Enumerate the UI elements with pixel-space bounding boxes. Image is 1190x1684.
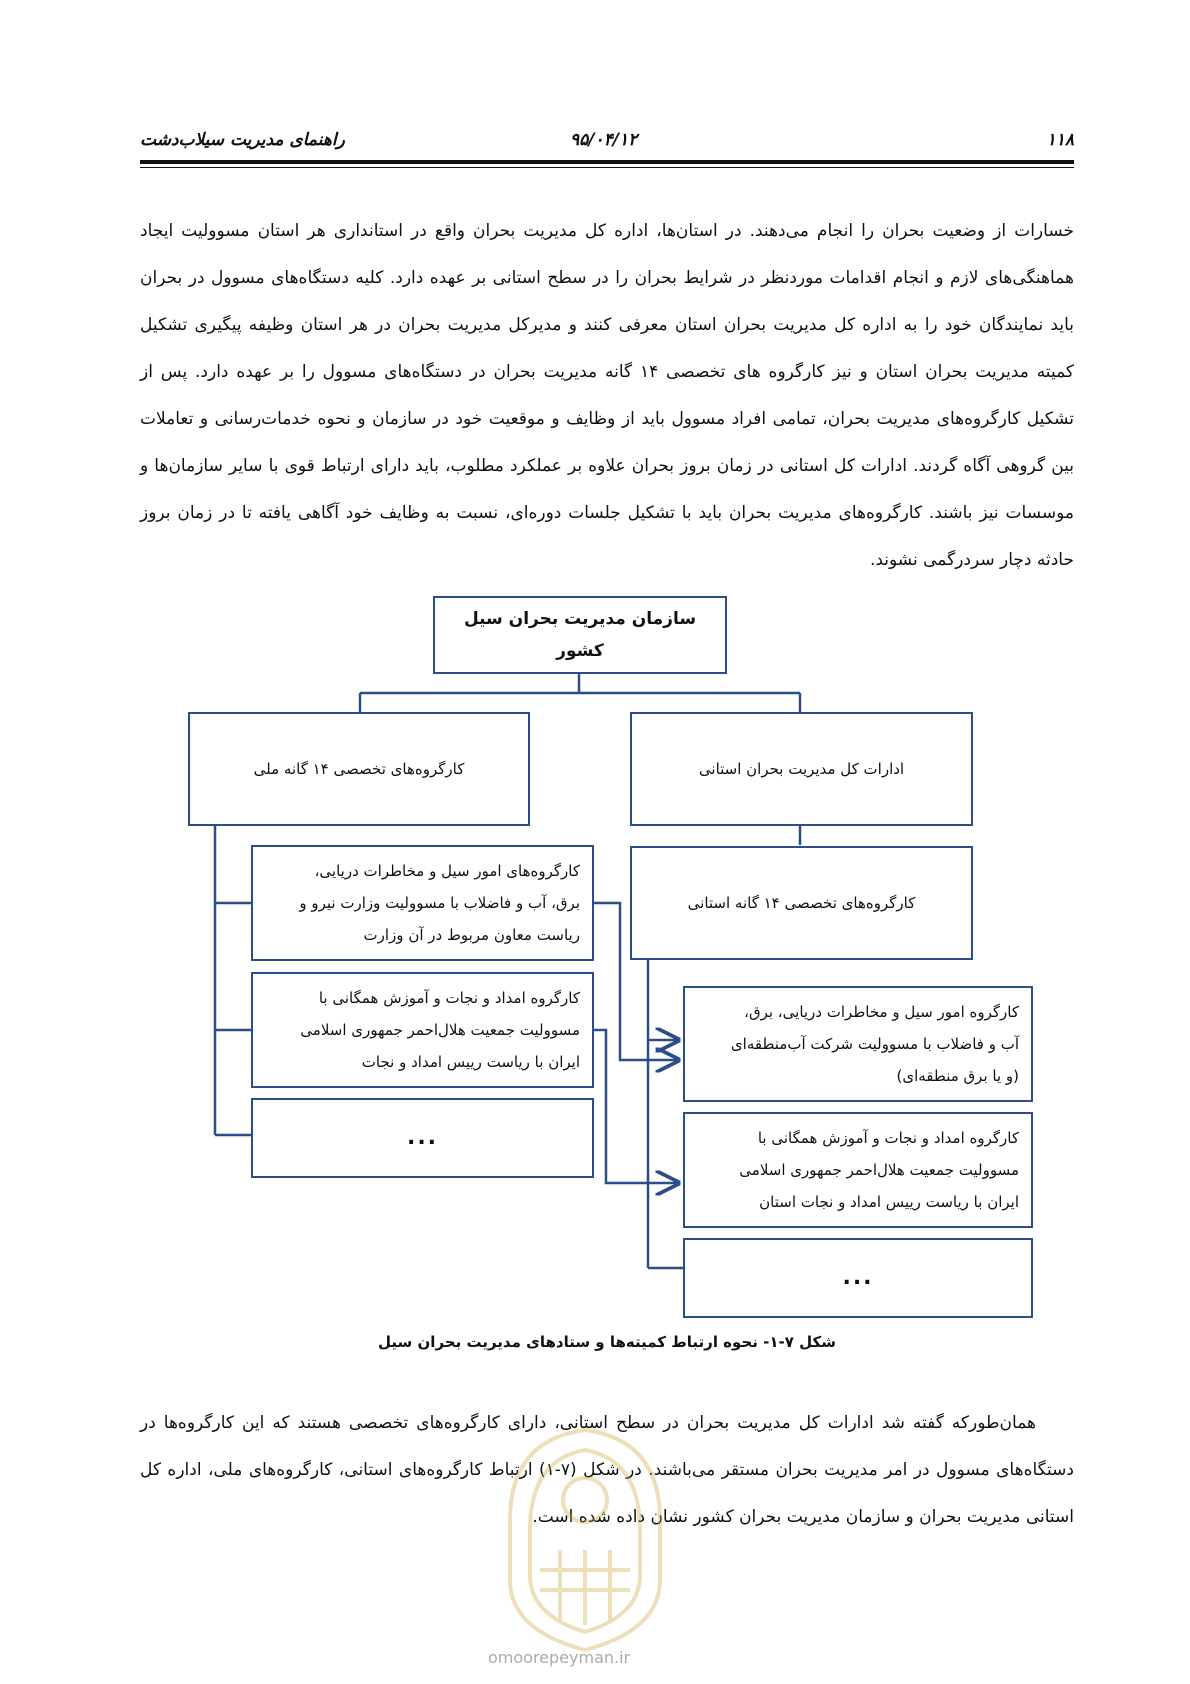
provincial-item-3 (683, 1238, 1033, 1318)
provincial-office-label: ادارات کل مدیریت بحران استانی (698, 760, 905, 778)
header-date: ۹۵/۰۴/۱۲ (570, 130, 638, 150)
page-number: ۱۱۸ (1046, 130, 1074, 150)
seal-logo-icon (470, 1400, 700, 1660)
provincial-item-1-line-3: (و یا برق منطقه‌ای) (896, 1067, 1019, 1085)
root-box (433, 596, 727, 674)
national-item-2-line-1: کارگروه امداد و نجات و آموزش همگانی با (318, 989, 580, 1007)
national-item-1-line-3: ریاست معاون مربوط در آن وزارت (363, 926, 580, 944)
provincial-groups-label: کارگروه‌های تخصصی ۱۴ گانه استانی (687, 894, 916, 912)
national-item-1-line-1: کارگروه‌های امور سیل و مخاطرات دریایی، (314, 862, 580, 880)
provincial-item-2-line-1: کارگروه امداد و نجات و آموزش همگانی با (757, 1129, 1019, 1147)
body-paragraph-2: همان‌طورکه گفته شد ادارات کل مدیریت بحران در سطح استانی، دارای کارگروه‌های تخصصی هستند که این کارگروه‌ها در دستگاه‌های مسوول در امر مدیریت بحران مستقر می‌باشند. در شکل (۷-۱) ارتباط کارگروه‌های استانی، کارگروه‌های ملی، اداره کل استانی مدیریت بحران و سازمان مدیریت بحران کشور نشان داده شده است. (140, 1413, 1074, 1527)
provincial-item-2 (683, 1112, 1033, 1228)
national-item-1-line-2: برق، آب و فاضلاب با مسوولیت وزارت نیرو و (299, 894, 580, 912)
provincial-item-2-line-3: ایران با ریاست رییس امداد و نجات استان (759, 1193, 1019, 1211)
national-item-3 (251, 1098, 594, 1178)
provincial-item-2-line-2: مسوولیت جمعیت هلال‌احمر جمهوری اسلامی (739, 1161, 1019, 1179)
arrow-national2-to-provincial2 (592, 1030, 678, 1183)
watermark-url: omoorepeyman.ir (488, 1648, 631, 1667)
provincial-item-1-line-2: آب و فاضلاب با مسوولیت شرکت آب‌منطقه‌ای (730, 1035, 1019, 1053)
body-paragraph-1: خسارات از وضعیت بحران را انجام می‌دهند. در استان‌ها، اداره کل مدیریت بحران واقع در استانداری هر استان مسوولیت ایجاد هماهنگی‌های لازم و انجام اقدامات موردنظر در شرایط بحران را در سطح استانی بر عهده دارد. کلیه دستگاه‌های مسوول در بحران باید نمایندگان خود را به اداره کل مدیریت بحران استان معرفی کنند و مدیرکل مدیریت بحران در هر استان وظیفه پیگیری تشکیل کمیته مدیریت بحران استان و نیز کارگروه های تخصصی ۱۴ گانه مدیریت بحران در دستگاه‌های مسوول را بر عهده دارد. پس از تشکیل کارگروه‌های مدیریت بحران، تمامی افراد مسوول باید از وظایف و موقعیت خود در سازمان و نحوه خدمات‌رسانی و تعاملات بین گروهی آگاه گردند. ادارات کل استانی در زمان بروز بحران علاوه بر عملکرد مطلوب، باید دارای ارتباط قوی با سایر سازمان‌ها و موسسات نیز باشند. کارگروه‌های مدیریت بحران باید با تشکیل جلسات دوره‌ای، نسبت به وظایف خود آگاهی یافته تا در زمان بروز حادثه دچار سردرگمی نشوند. (140, 221, 1074, 570)
national-item-2-line-2: مسوولیت جمعیت هلال‌احمر جمهوری اسلامی (300, 1021, 580, 1039)
national-item-3-ellipsis: ... (406, 1125, 439, 1150)
provincial-item-1-line-1: کارگروه امور سیل و مخاطرات دریایی، برق، (744, 1003, 1019, 1021)
national-groups-box (188, 712, 530, 826)
provincial-office-box (630, 712, 973, 826)
book-title: راهنمای مدیریت سیلاب‌دشت (140, 130, 345, 150)
provincial-item-1 (683, 986, 1033, 1102)
figure-caption: شکل ۷-۱- نحوه ارتباط کمیته‌ها و ستادهای مدیریت بحران سیل (378, 1333, 836, 1351)
provincial-item-3-ellipsis: ... (842, 1265, 874, 1290)
national-item-2 (251, 972, 594, 1088)
national-groups-label: کارگروه‌های تخصصی ۱۴ گانه ملی (253, 760, 465, 778)
provincial-groups-box (630, 846, 973, 960)
root-label: سازمان مدیریت بحران سیل کشور (463, 609, 697, 661)
national-item-1 (251, 845, 594, 961)
national-item-2-line-3: ایران با ریاست رییس امداد و نجات (361, 1053, 580, 1071)
